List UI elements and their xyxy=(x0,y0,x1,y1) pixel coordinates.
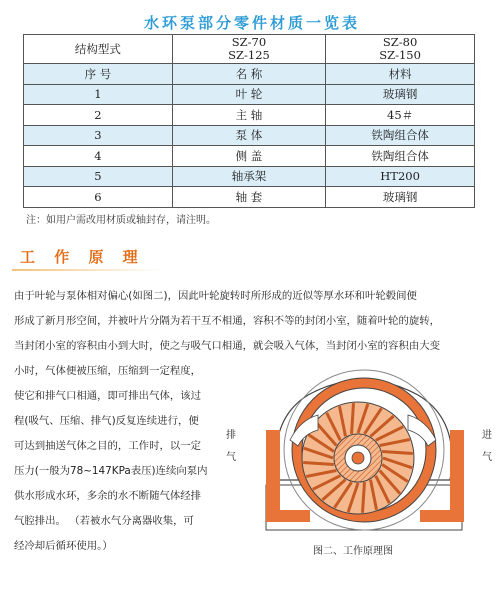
table-note: 注：如用户需改用材质或轴封存，请注明。 xyxy=(26,215,216,226)
table-header-row xyxy=(24,35,475,64)
paragraph-line-7: 可达到抽送气体之目的，工作时，以一定 xyxy=(14,440,202,452)
model-column-2 xyxy=(326,35,475,64)
col-header-no: 序 号 xyxy=(24,64,173,85)
water-ring-pump-diagram xyxy=(238,360,488,540)
col-header-name: 名 称 xyxy=(172,64,325,85)
row-name: 泵 体 xyxy=(172,125,325,146)
col-header-material: 材料 xyxy=(326,64,475,85)
table-row xyxy=(24,125,475,146)
table-row xyxy=(24,187,475,208)
shaft-core xyxy=(352,452,364,464)
row-material: 玻璃钢 xyxy=(326,187,475,208)
impeller-blade xyxy=(362,482,364,513)
row-name: 轴 套 xyxy=(172,187,325,208)
model-1b: SZ-125 xyxy=(228,48,270,62)
intake-label: 进 气 xyxy=(482,430,492,463)
left-wall xyxy=(266,430,280,522)
paragraph-line-8: 压力(一般为78~147KPa表压)连续向泵内 xyxy=(14,465,208,477)
row-name: 侧 盖 xyxy=(172,146,325,167)
row-material: 玻璃钢 xyxy=(326,84,475,105)
table-row xyxy=(24,84,475,105)
right-wall xyxy=(450,430,464,522)
row-no: 3 xyxy=(24,125,173,146)
row-material: 铁陶组合体 xyxy=(326,146,475,167)
row-no: 5 xyxy=(24,166,173,187)
impeller-blade xyxy=(352,403,354,434)
row-no: 1 xyxy=(24,84,173,105)
row-name: 叶 轮 xyxy=(172,84,325,105)
section-heading: 工 作 原 理 xyxy=(20,248,145,266)
row-no: 4 xyxy=(24,146,173,167)
paragraph-line-2: 形成了新月形空间，并被叶片分隔为若干互不相通，容积不等的封闭小室，随着叶轮的旋转， xyxy=(14,315,441,327)
model-1a: SZ-70 xyxy=(231,35,267,49)
section-underline xyxy=(12,269,162,271)
exhaust-label: 排 气 xyxy=(226,430,236,463)
paragraph-line-3: 当封闭小室的容积由小到大时，使之与吸气口相通，就会吸入气体，当封闭小室的容积由大变 xyxy=(14,340,441,352)
row-no: 6 xyxy=(24,187,173,208)
paragraph-line-9: 供水形成水环，多余的水不断随气体经排 xyxy=(14,490,202,502)
table-row xyxy=(24,166,475,187)
model-2b: SZ-150 xyxy=(379,48,421,62)
table-title: 水环泵部分零件材质一览表 xyxy=(143,14,360,32)
row-name: 轴承架 xyxy=(172,166,325,187)
model-2a: SZ-80 xyxy=(382,35,418,49)
paragraph-line-11: 经冷却后循环使用。） xyxy=(14,540,113,552)
paragraph-line-4: 小时，气体便被压缩，压缩到一定程度， xyxy=(14,365,202,377)
row-material: 铁陶组合体 xyxy=(326,125,475,146)
paragraph-line-1: 由于叶轮与泵体相对偏心(如图二)，因此叶轮旋转时所形成的近似等厚水环和叶轮毂间便 xyxy=(14,290,417,302)
paragraph-line-5: 使它和排气口相通，即可排出气体，该过 xyxy=(14,390,202,402)
column-header-row xyxy=(24,64,475,85)
structure-type-label: 结构型式 xyxy=(24,35,173,64)
row-no: 2 xyxy=(24,105,173,126)
impeller-blade xyxy=(382,452,413,454)
row-name: 主 轴 xyxy=(172,105,325,126)
materials-table xyxy=(23,34,475,208)
row-material: HT200 xyxy=(326,166,475,187)
paragraph-line-10: 气腔排出。 （若被水气分离器收集，可 xyxy=(14,515,194,527)
impeller-blade xyxy=(303,462,334,464)
table-row xyxy=(24,146,475,167)
diagram-caption: 图二、工作原理图 xyxy=(313,546,393,557)
row-material: 45＃ xyxy=(326,105,475,126)
paragraph-line-6: 程(吸气、压缩、排气)反复连续进行，便 xyxy=(14,415,199,427)
model-column-1 xyxy=(172,35,325,64)
table-row xyxy=(24,105,475,126)
